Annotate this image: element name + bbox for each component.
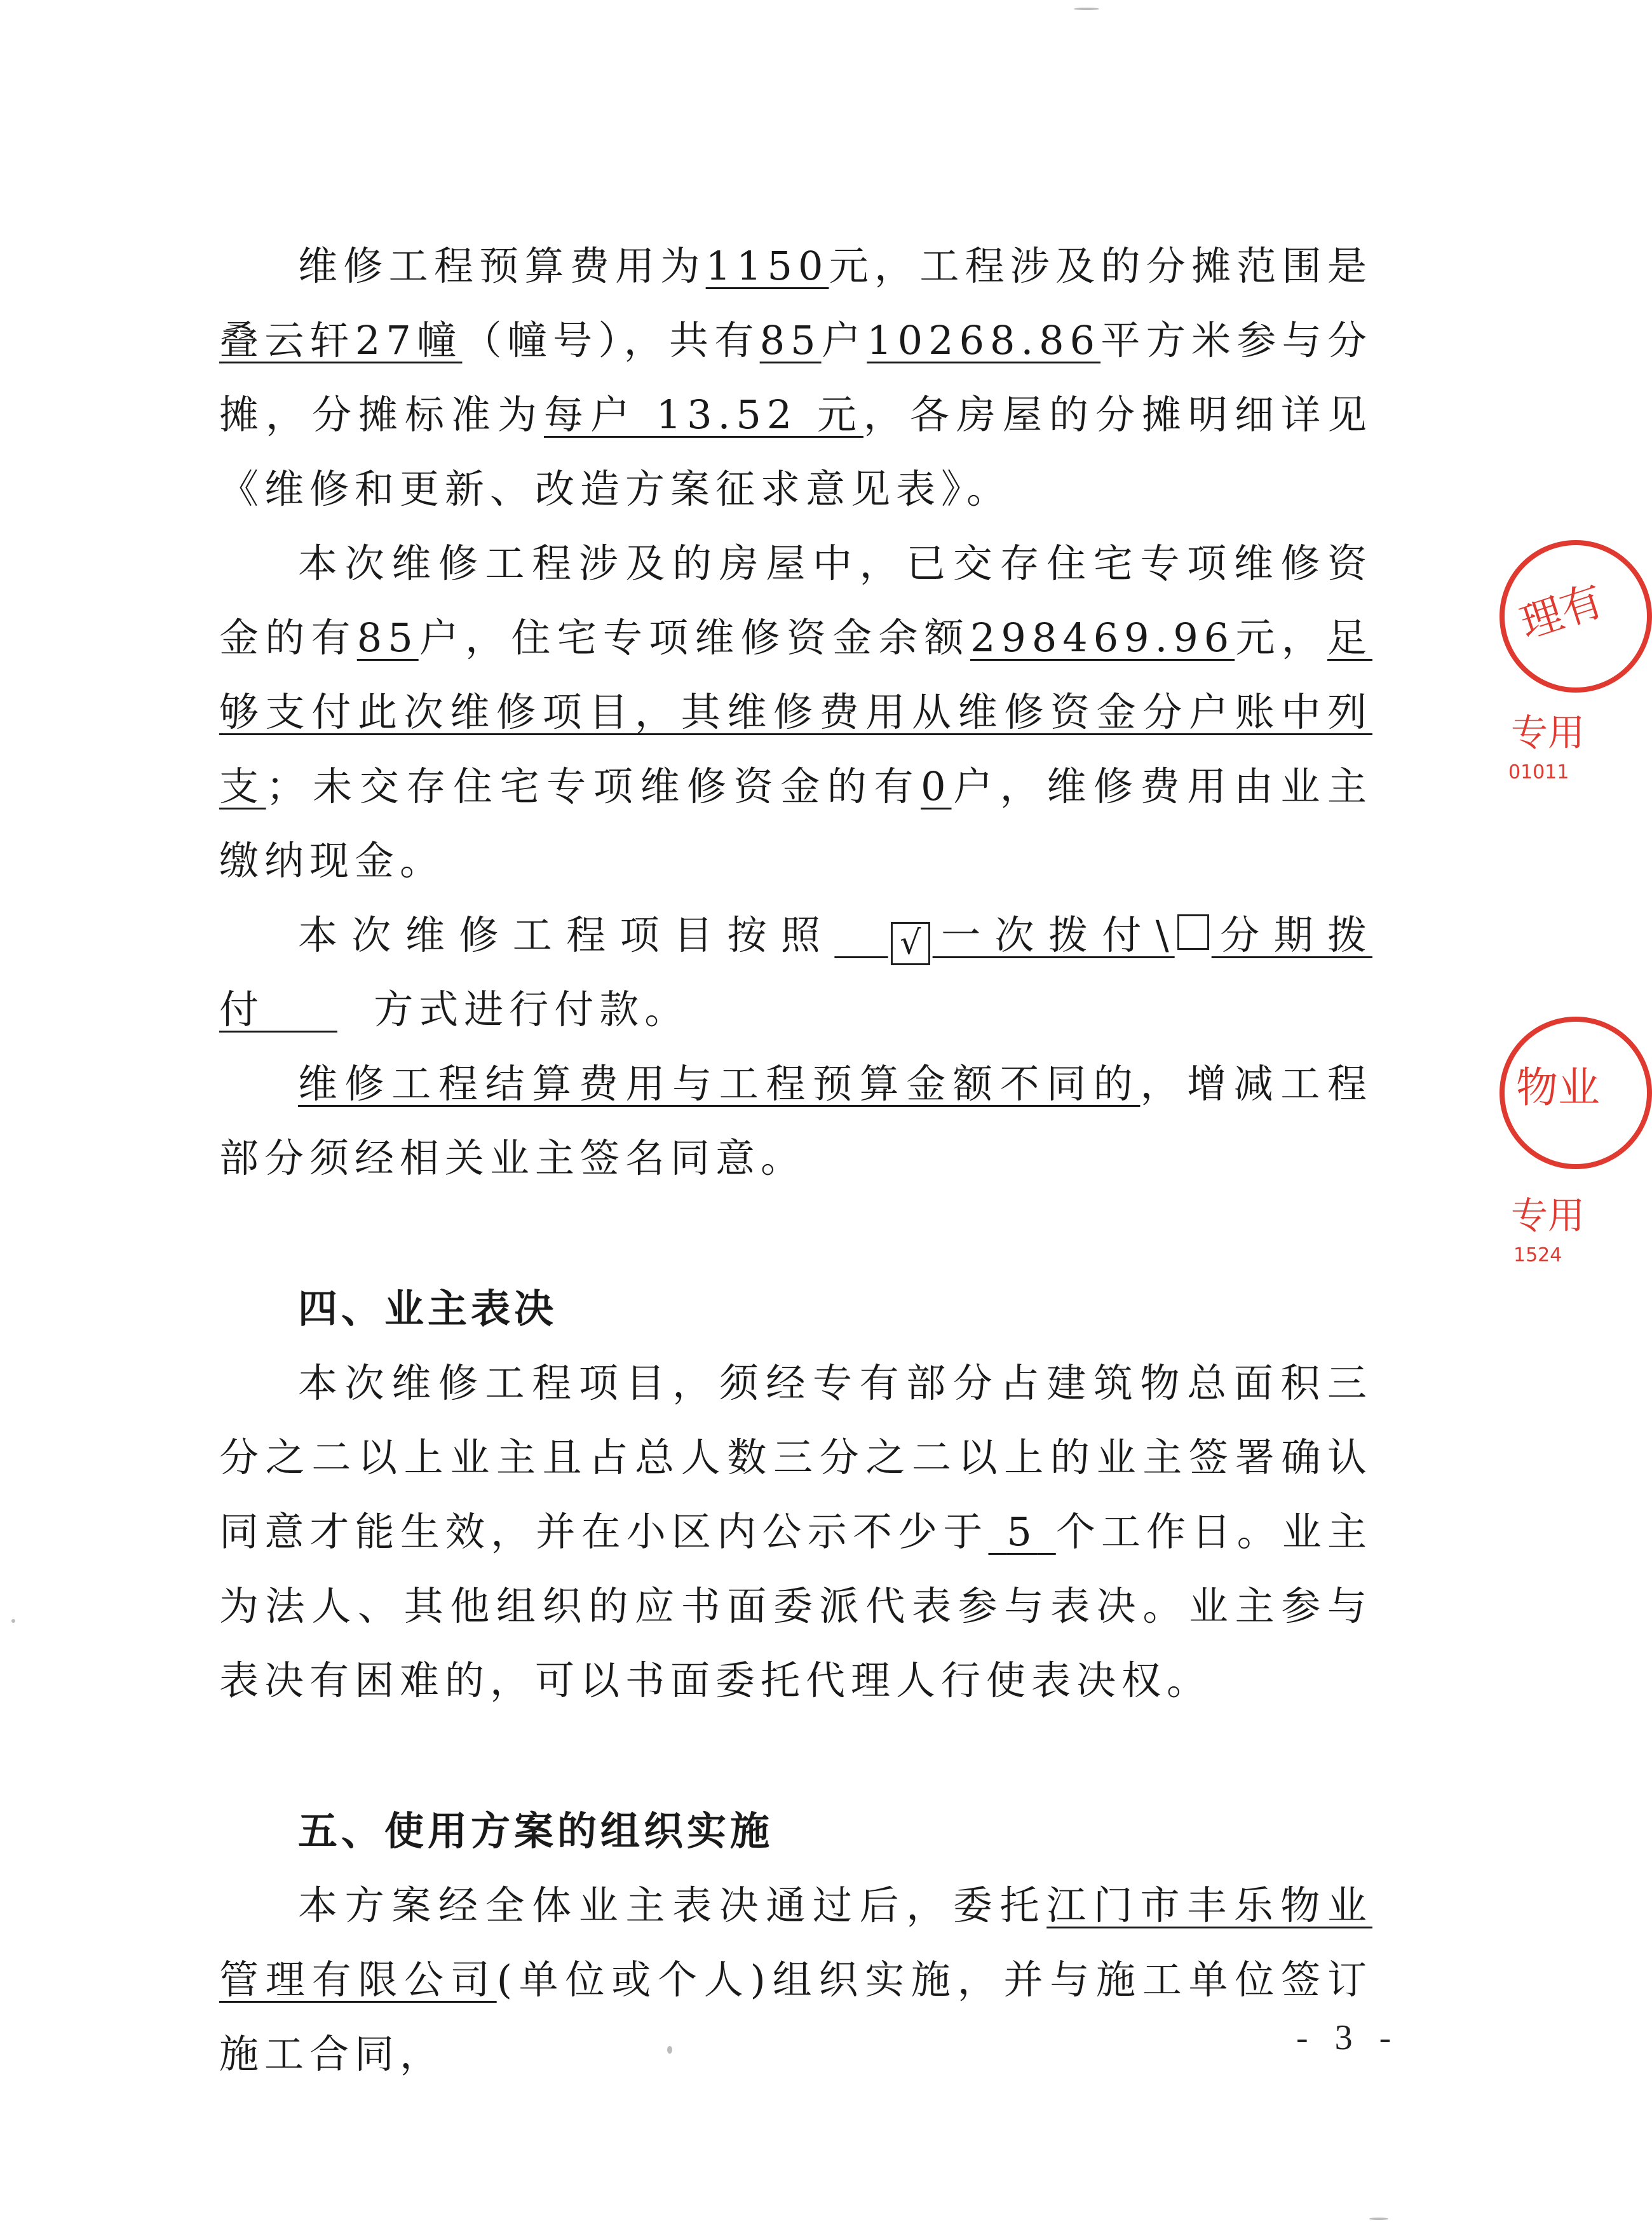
section-heading-owner-vote: 四、业主表决 — [298, 1285, 558, 1332]
text: (单位或个人)组织实施，并与施工单位签订施工合同， — [219, 1956, 1372, 2077]
floor-area: 10268.86 — [867, 317, 1101, 363]
text: （幢号），共有 — [462, 317, 760, 363]
official-seal-bottom — [1500, 1017, 1652, 1266]
fund-balance: 298469.96 — [970, 614, 1235, 661]
lump-sum-label: 一次拨付\ — [932, 912, 1175, 958]
publicity-days — [988, 1508, 1055, 1555]
text: 维修工程预算费用为 — [298, 243, 706, 289]
text: 户 — [821, 317, 867, 363]
budget-amount: 1150 — [705, 243, 829, 289]
text: ，各房屋的分摊明细详见《维修和更新、改造方案征求意见表》。 — [219, 391, 1372, 512]
page-number: - 3 - — [1296, 2018, 1400, 2057]
owner-vote-paragraph — [219, 1346, 1372, 1717]
scan-speck — [1074, 8, 1099, 10]
spacer — [219, 1717, 1372, 1794]
unpaid-household-count: 0 — [921, 763, 952, 810]
text: 元， — [1235, 614, 1327, 661]
seal-text: 专用 — [1511, 711, 1585, 754]
installment-checkbox — [1177, 914, 1209, 950]
text: ；未交存住宅专项维修资金的有 — [266, 763, 921, 810]
fund-sufficiency: 足够支付此次维修项目，其维修费用从维修资金分户账中列支 — [219, 614, 1372, 810]
settlement-condition: 维修工程结算费用与工程预算金额不同的 — [298, 1060, 1141, 1107]
seal-text: 专用 — [1511, 1194, 1585, 1237]
text: 户，维修费用由业主缴纳现金。 — [219, 763, 1372, 884]
implementation-paragraph — [219, 1868, 1372, 2091]
fund-paragraph — [219, 526, 1372, 898]
document-body — [219, 229, 1372, 2091]
text: 平方米参与分摊，分摊标准为 — [219, 317, 1372, 438]
text: 本次维修工程项目，须经专有部分占建筑物总面积三分之二以上业主且占总人数三分之二以上的业主签署确认同意才能生效，并在小区内公示不少于 — [219, 1360, 1372, 1555]
seal-text: 1524 — [1513, 1244, 1562, 1266]
text: ，增减工程部分须经相关业主签名同意。 — [219, 1060, 1372, 1181]
seal-text: 01011 — [1508, 761, 1569, 783]
scan-speck — [1369, 2218, 1388, 2220]
text: 本方案经全体业主表决通过后，委托 — [298, 1882, 1047, 1928]
scan-speck — [11, 1619, 15, 1623]
text: 个工作日。业主为法人、其他组织的应书面委派代表参与表决。业主参与表决有困难的，可以书面委托代理人行使表决权。 — [219, 1508, 1372, 1704]
payment-method-paragraph — [219, 898, 1372, 1047]
allocation-scope: 叠云轩27幢 — [219, 317, 463, 363]
section-heading-implementation: 五、使用方案的组织实施 — [298, 1808, 774, 1854]
text: 本次维修工程项目按照 — [298, 912, 835, 958]
installment-label: 分期拨付 — [219, 912, 1373, 1033]
seal-text: 物业 — [1516, 1063, 1600, 1112]
official-seal-top — [1500, 540, 1652, 783]
text: 方式进行付款。 — [374, 986, 690, 1033]
allocation-standard: 每户 13.52 元 — [544, 391, 863, 438]
lump-sum-checkbox: √ — [891, 922, 930, 965]
text: 元，工程涉及的分摊范围是 — [829, 243, 1372, 289]
scan-speck — [667, 2046, 672, 2054]
household-count: 85 — [759, 317, 822, 363]
implementing-company: 江门市丰乐物业管理有限公司 — [219, 1882, 1372, 2003]
spacer — [219, 1195, 1372, 1271]
text: 户，住宅专项维修资金余额 — [418, 614, 970, 661]
days-value: 5 — [1006, 1508, 1038, 1555]
budget-paragraph — [219, 229, 1372, 526]
seal-text: 理有 — [1514, 576, 1609, 649]
settlement-paragraph — [219, 1047, 1372, 1195]
paid-household-count: 85 — [356, 614, 419, 661]
text: 本次维修工程涉及的房屋中，已交存住宅专项维修资金的有 — [219, 540, 1372, 661]
